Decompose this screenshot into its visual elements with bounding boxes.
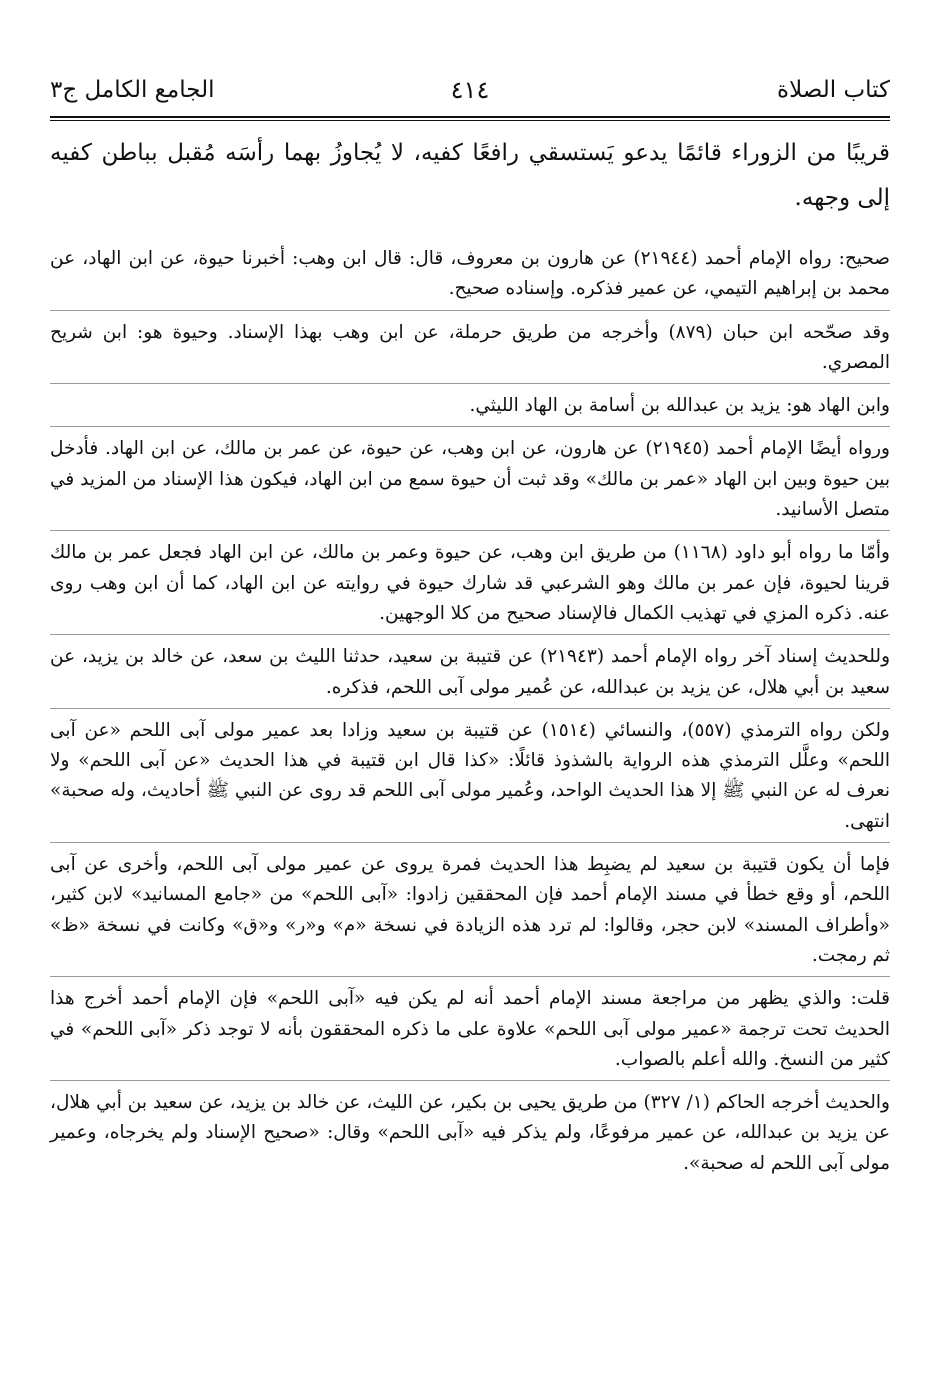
paragraph-separator — [50, 1080, 890, 1081]
paragraph-separator — [50, 842, 890, 843]
paragraph-separator — [50, 530, 890, 531]
commentary — [50, 244, 890, 1179]
running-header — [50, 70, 890, 110]
commentary-paragraph: وأمّا ما رواه أبو داود (١١٦٨) من طريق ابن وهب، عن حيوة وعمر بن مالك، عن ابن الهاد فجعل عمر بن مالك قرينا لحيوة، فإن عمر بن مالك وهو الشرعبي قد شارك حيوة في روايته عن ابن الهاد، كما أن ابن وهب روى عنه. ذكره المزي في تهذيب الكمال فالإسناد صحيح من كلا الوجهين. — [50, 542, 890, 624]
commentary-paragraph: وابن الهاد هو: يزيد بن عبدالله بن أسامة بن الهاد الليثي. — [469, 395, 890, 417]
paragraph-separator — [50, 634, 890, 635]
commentary-paragraph: ورواه أيضًا الإمام أحمد (٢١٩٤٥) عن هارون، عن ابن وهب، عن حيوة، عن عمر بن مالك، عن ابن الهاد. فأدخل بين حيوة وبين ابن الهاد «عمر بن مالك» وقد ثبت أن حيوة سمع من ابن الهاد، فيكون هذا الإسناد من المزيد في متصل الأسانيد. — [50, 438, 890, 521]
paragraph-separator — [50, 708, 890, 709]
commentary-paragraph: ولكن رواه الترمذي (٥٥٧)، والنسائي (١٥١٤) عن قتيبة بن سعيد وزادا بعد عمير مولى آبى اللحم «عن آبى اللحم» وعلَّل الترمذي هذه الرواية بالشذوذ قائلًا: «كذا قال ابن قتيبة في هذا الحديث «عن آبى اللحم» ولا نعرف له عن النبي ﷺ إلا هذا الحديث الواحد، وعُمير مولى آبى اللحم قد روى عن النبي ﷺ أحاديث، وله صحبة» انتهى. — [50, 719, 890, 832]
page-number: ٤١٤ — [450, 76, 490, 104]
header-rule-thin — [50, 120, 890, 121]
commentary-paragraph: وقد صحّحه ابن حبان (٨٧٩) وأخرجه من طريق حرملة، عن ابن وهب بهذا الإسناد. وحيوة هو: ابن شريح المصري. — [50, 321, 890, 373]
paragraph-separator — [50, 976, 890, 977]
commentary-paragraph: وللحديث إسناد آخر رواه الإمام أحمد (٢١٩٤٣) عن قتيبة بن سعيد، حدثنا الليث بن سعد، عن خالد بن يزيد، عن سعيد بن أبي هلال، عن يزيد بن عبدالله، عن عُمير مولى آبى اللحم، فذكره. — [50, 646, 891, 698]
hadith-text: قريبًا من الزوراء قائمًا يدعو يَستسقي رافعًا كفيه، لا يُجاوزُ بهما رأسَه مُقبل بباطن كفيه إلى وجهه. — [50, 140, 890, 211]
commentary-paragraph: قلت: والذي يظهر من مراجعة مسند الإمام أحمد أنه لم يكن فيه «آبى اللحم» فإن الإمام أحمد أخرج هذا الحديث تحت ترجمة «عمير مولى آبى اللحم» علاوة على ما ذكره المحققون بأنه لا توجد ذكر «آبى اللحم» في كثير من النسخ. والله أعلم بالصواب. — [50, 988, 890, 1070]
commentary-paragraph: صحيح: رواه الإمام أحمد (٢١٩٤٤) عن هارون بن معروف، قال: قال ابن وهب: أخبرنا حيوة، عن ابن الهاد، عن محمد بن إبراهيم التيمي، عن عمير فذكره. وإسناده صحيح. — [50, 248, 890, 300]
header-book-section: كتاب الصلاة — [777, 77, 890, 103]
commentary-paragraph: فإما أن يكون قتيبة بن سعيد لم يضبِط هذا الحديث فمرة يروى عن عمير مولى آبى اللحم، وأخرى عن آبى اللحم، أو وقع خطأ في مسند الإمام أحمد فإن المحققين زادوا: «آبى اللحم» من «جامع المسانيد» لابن كثير، «وأطراف المسند» لابن حجر، وقالوا: لم ترد هذه الزيادة في نسخة «م» و«ر» و«ق» وكانت في نسخة «ظ» ثم رمجت. — [50, 854, 890, 966]
book-page — [50, 70, 890, 1179]
paragraph-separator — [50, 383, 890, 384]
paragraph-separator — [50, 310, 890, 311]
header-rule — [50, 116, 890, 118]
paragraph-separator — [50, 426, 890, 427]
commentary-paragraph: والحديث أخرجه الحاكم (١/ ٣٢٧) من طريق يحيى بن بكير، عن الليث، عن خالد بن يزيد، عن سعيد بن أبي هلال، عن يزيد بن عبدالله، عن عمير مرفوعًا، ولم يذكر فيه «آبى اللحم» وقال: «صحيح الإسناد ولم يخرجاه، وعمير مولى آبى اللحم له صحبة». — [50, 1092, 890, 1174]
header-book-title: الجامع الكامل ج٣ — [50, 77, 215, 103]
